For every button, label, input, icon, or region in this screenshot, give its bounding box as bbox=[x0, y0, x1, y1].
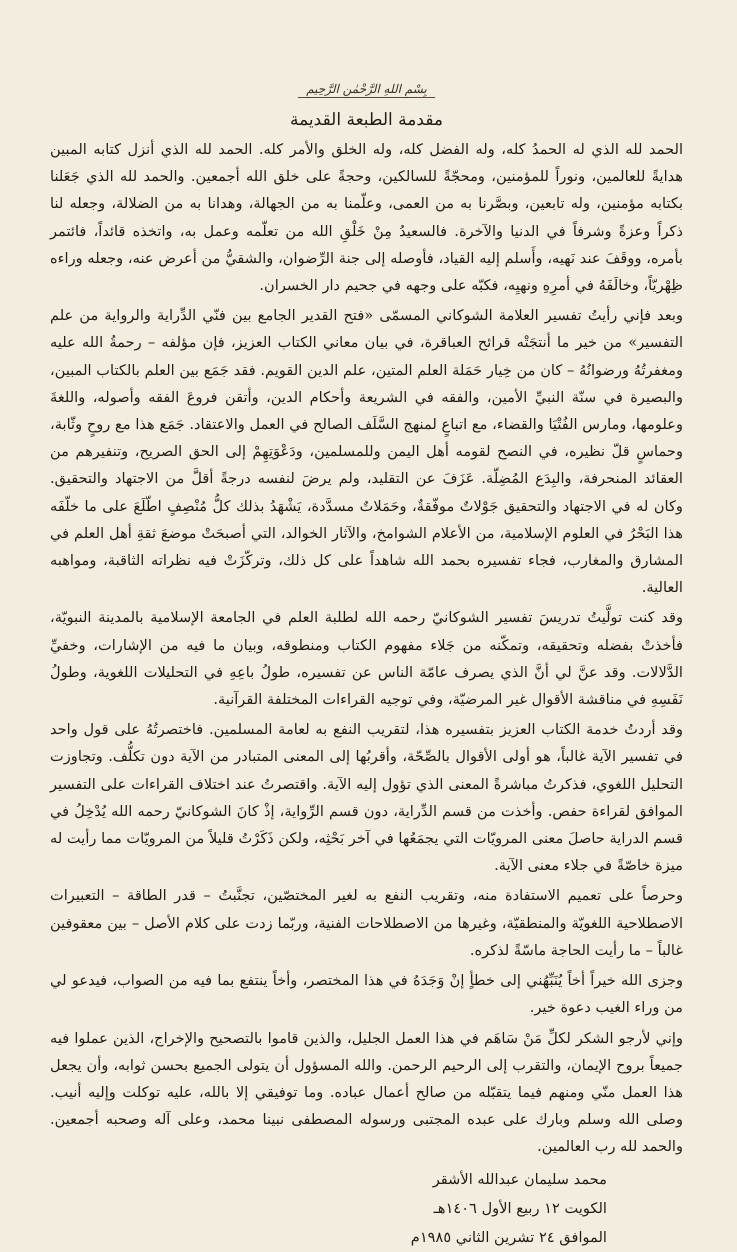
basmala-header bbox=[50, 78, 683, 110]
gregorian-date: الموافق ٢٤ تشرين الثاني ١٩٨٥م bbox=[410, 1228, 607, 1246]
paragraph-2: وبعد فإني رأيتُ تفسير العلامة الشوكاني المسمّى «فتح القدير الجامع بين فنّي الدِّراية والرواية من علم التفسير» من خير ما أنتجَتْه قرائح العباقرة، في بيان معاني الكتاب العزيز، فإن مؤلفه – رحمةُ الله عليه ومغفرتُهُ ورضوانُهُ – كان من خِيار حَمَلة العلم المتين، علم الدين القويم. فقد جَمَع بين العلم بالكتاب المبين، والبصيرة في سنّة النبيِّ الأمين، والفقه في الشريعة وأحكام الدين، وأتقن فروعَ الفقه وأصوله، واللغةَ وعلومها، ومارس الفُتْيَا والقضاء، مع اتباعٍ لمنهج السَّلَف الصالح في العمل والاعتقاد. جَمَع هذا مع روحٍ وثّابة، وحماسٍ قلّ نظيره، في النصح لقومه أهل اليمن وللمسلمين، ودَعْوَتِهِمْ إلى الحق الصريح، وتنفيرهم من العقائد المنحرفة، والبِدَع المُضِلّة. عَزَفَ عن التقليد، ولم يرضَ لنفسه درجةً أقلَّ من الاجتهاد والتحقيق. وكان له في الاجتهاد والتحقيق جَوْلاتٌ موفّقةٌ، وحَمَلاتٌ مسدَّدة، يَشْهَدُ بذلك كلُّ مُنْصِفٍ اطّلَعَ على ما خلّفَه هذا البَحْرُ في العلوم الإسلامية، من الأعلام الشوامخ، والآثار الخوالد، التي أصبحَتْ موضعَ ثقةِ أهل العلم في المشارق والمغارب، فجاء تفسيره بحمد الله شاهداً على كل ذلك، وتركّزَتْ فيه نظراته الثاقبة، ومواهبه العالية. bbox=[50, 307, 683, 597]
basmala: بِسْمِ اللهِ الرَّحْمٰنِ الرَّحِيمِ bbox=[298, 80, 435, 98]
paragraph-7: وإني لأرجو الشكر لكلِّ مَنْ سَاهَم في هذا العمل الجليل، والذين قاموا بالتصحيح والإخراج، الذين عملوا فيه جميعاً بروح الإيمان، والتقرب إلى الرحيم الرحمن. والله المسؤول أن يتولى الجميع بحسن ثوابه، وأن يجعل هذا العمل منّي ومنهم فيما يتقبّله من صالح أعمال عباده. وما توفيقي إلا بالله، عليه توكلت وإليه أنيب. وصلى الله وسلم وبارك على عبده المجتبى ورسوله المصطفى نبينا محمد، وعلى آله وصحبه أجمعين. والحمد لله رب العالمين. bbox=[50, 1029, 683, 1156]
paragraph-5: وحرصاً على تعميم الاستفادة منه، وتقريب النفع به لغير المختصّين، تجنَّبتُ – قدر الطاقة – التعبيرات الاصطلاحية اللغويّة والمنطقيّة، وغيرها من الاصطلاحات الفنية، وربّما زدت على كلام الأصل – بين معقوفين غالباً – ما رأيت الحاجة ماسّةً لذكره. bbox=[50, 887, 683, 959]
hijri-date: الكويت ١٢ ربيع الأول ١٤٠٦هـ bbox=[433, 1199, 607, 1217]
paragraph-3: وقد كنت تولَّيتُ تدريسَ تفسير الشوكانيّ رحمه الله لطلبة العلم في الجامعة الإسلامية بالمدينة النبويّة، فأخذتْ بفضله وتحقيقه، وتمكّنه من جَلاء مفهوم الكتاب ومنطوقه، وبيان ما فيه من الإشارات، وخفيِّ الدَّلالات. وقد عنَّ لي أنَّ الذي يصرف عامّة الناس عن تفسيره، طولُ باعِهِ في التحليلات اللغوية، وطولُ نَفَسِهِ في مناقشة الأقوال غير المرضيّة، وفي توجيه القراءات المختلفة القرآنية. bbox=[50, 609, 683, 709]
document-body bbox=[50, 136, 683, 1161]
signature-block bbox=[50, 1165, 683, 1252]
paragraph-6: وجزى الله خيراً أخاً يُنَبِّهُني إلى خطأٍ إنْ وَجَدَهُ في هذا المختصر، وأخاً ينتفع بما فيه من الصواب، فيدعو لي من وراء الغيب دعوة خير. bbox=[50, 972, 683, 1017]
author-name: محمد سليمان عبدالله الأشقر bbox=[432, 1170, 607, 1188]
paragraph-1: الحمد لله الذي له الحمدُ كله، وله الفضل كله، وله الخلق والأمر كله. الحمد لله الذي أنزل كتابه المبين هدايةً للعالمين، ونوراً للمؤمنين، ومحجّةً للسالكين، وحجةً على خلق الله أجمعين. والحمد لله الذي جَعَلنا بكتابه مؤمنين، وله تابعين، وبصَّرنا به من العمى، وعلّمنا به من الجهالة، وهدانا به من الضلالة، وجعله لنا ذكراً وعزةً وشرفاً في الدنيا والآخرة. فالسعيدُ مِنْ خَلْقِ الله من تعلّمه وعمل به، واتخذه قائداً، فائتمر بأمره، ووقَفَ عند نَهيه، وأَسلم إليه القياد، فأوصله إلى جنة الرِّضوان، والشقيُّ من أعرض عنه، وجعله وراءه ظِهْريّاً، وخالَفَهُ في أمرِهِ ونهيِه، فكبّه على وجهه في جحيم دار الخسران. bbox=[50, 141, 683, 295]
page-title: مقدمة الطبعة القديمة bbox=[289, 110, 444, 130]
paragraph-4: وقد أردتُ خدمة الكتاب العزيز بتفسيره هذا، لتقريب النفع به لعامة المسلمين. فاختصرتُهُ على قول واحد في تفسير الآية غالباً، هو أولى الأقوال بالصِّحّة، وأقربُها إلى المعنى المتبادر من الآية دون تكلُّف. وتجاوزت التحليل اللغوي، فذكرتُ مباشرةً المعنى الذي تؤول إليه الآية. واقتصرتُ عند اختلاف القراءات على التفسير الموافق لقراءة حفص. وأخذت من قسم الدِّراية، دون قسم الرِّواية، إذْ كانَ الشوكانيّ رحمه الله يُدْخِلُ في قسم الدراية حاصلَ معنى المرويّات التي يجمَعُها في آخر بَحْثِه، ولكن ذَكَرْتُ قليلاً من المرويّات مما رأيت له ميزة خاصّةً في جلاء معنى الآية. bbox=[50, 721, 683, 875]
